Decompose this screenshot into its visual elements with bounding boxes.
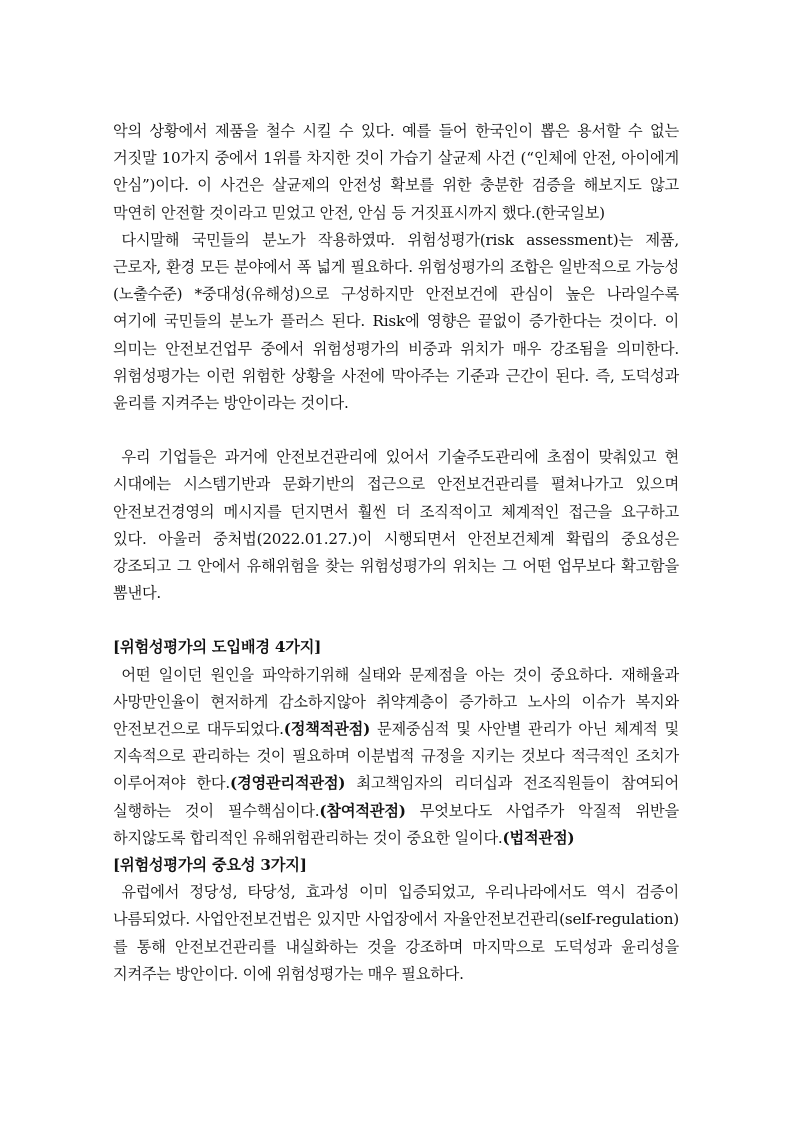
participation-viewpoint-label: (참여적관점) [319,801,406,820]
document-page [113,118,679,988]
paragraph-risk-assessment-definition: 다시말해 국민들의 분노가 작용하였따. 위험성평가(risk assessment)는 제품, 근로자, 환경 모든 분야에서 폭 넓게 필요하다. 위험성평가의 조합은 일반적으로 가능성(노출수준) *중대성(유해성)으로 구성하지만 안전보건에 관심이 높은 나라일수록 여기에 국민들의 분노가 플러스 된다. Risk에 영향은 끝없이 증가한다는 것이다. 이 의미는 안전보건업무 중에서 위험성평가의 비중과 위치가 매우 강조됨을 의미한다. 위험성평가는 이런 위험한 상황을 사전에 막아주는 기준과 근간이 된다. 즉, 도덕성과 윤리를 지켜주는 방안이라는 것이다. [113,230,679,413]
background-text-3: 최고책임자의 리더십과 전조직원들이 참여되어 실행하는 것이 필수핵심이다. [113,774,679,820]
paragraph-spacer [113,607,679,634]
background-text-2: 문제중심적 및 사안별 관리가 아닌 체계적 및 지속적으로 관리하는 것이 필요하며 이분법적 규정을 지키는 것보다 적극적인 조치가 이루어져야 한다. [113,720,679,793]
paragraph-safety-management-trends: 우리 기업들은 과거에 안전보건관리에 있어서 기술주도관리에 초점이 맞춰있고 현 시대에는 시스템기반과 문화기반의 접근으로 안전보건관리를 펼쳐나가고 있으며 안전보건경영의 메시지를 던지면서 훨씬 더 조직적이고 체계적인 접근을 요구하고 있다. 아울러 중처법(2022.01.27.)이 시행되면서 안전보건체계 확립의 중요성은 강조되고 그 안에서 유해위험을 찾는 위험성평가의 위치는 그 어떤 업무보다 확고함을 뽐낸다. [113,448,679,603]
policy-viewpoint-label: (정책적관점) [283,720,371,739]
legal-viewpoint-label: (법적관점) [502,828,575,847]
paragraph-background-reasons [113,662,679,852]
paragraph-gas-sterilizer-case: 악의 상황에서 제품을 철수 시킬 수 있다. 예를 들어 한국인이 뽑은 용서할 수 없는 거짓말 10가지 중에서 1위를 차지한 것이 가습기 살균제 사건 (“인체에 안전, 아이에게 안심”)이다. 이 사건은 살균제의 안전성 확보를 위한 충분한 검증을 해보지도 않고 막연히 안전할 것이라고 믿었고 안전, 안심 등 거짓표시까지 했다.(한국일보) [113,122,679,222]
section-heading-background: [위험성평가의 도입배경 4가지] [113,638,322,657]
paragraph-spacer [113,417,679,444]
background-text-4: 무엇보다도 사업주가 악질적 위반을 하지않도록 합리적인 유해위험관리하는 것이 중요한 일이다. [113,801,679,847]
management-viewpoint-label: (경영관리적관점) [230,774,346,793]
background-text-1: 어떤 일이던 원인을 파악하기위해 실태와 문제점을 아는 것이 중요하다. 재해율과 사망만인율이 현저하게 감소하지않아 취약계층이 증가하고 노사의 이슈가 복지와 안전보건으로 대두되었다. [113,665,679,739]
section-heading-importance: [위험성평가의 중요성 3가지] [113,856,307,875]
paragraph-importance: 유럽에서 정당성, 타당성, 효과성 이미 입증되었고, 우리나라에서도 역시 검증이 나름되었다. 사업안전보건법은 있지만 사업장에서 자율안전보건관리(self-regulation)를 통해 안전보건관리를 내실화하는 것을 강조하며 마지막으로 도덕성과 윤리성을 지켜주는 방안이다. 이에 위험성평가는 매우 필요하다. [113,883,679,983]
